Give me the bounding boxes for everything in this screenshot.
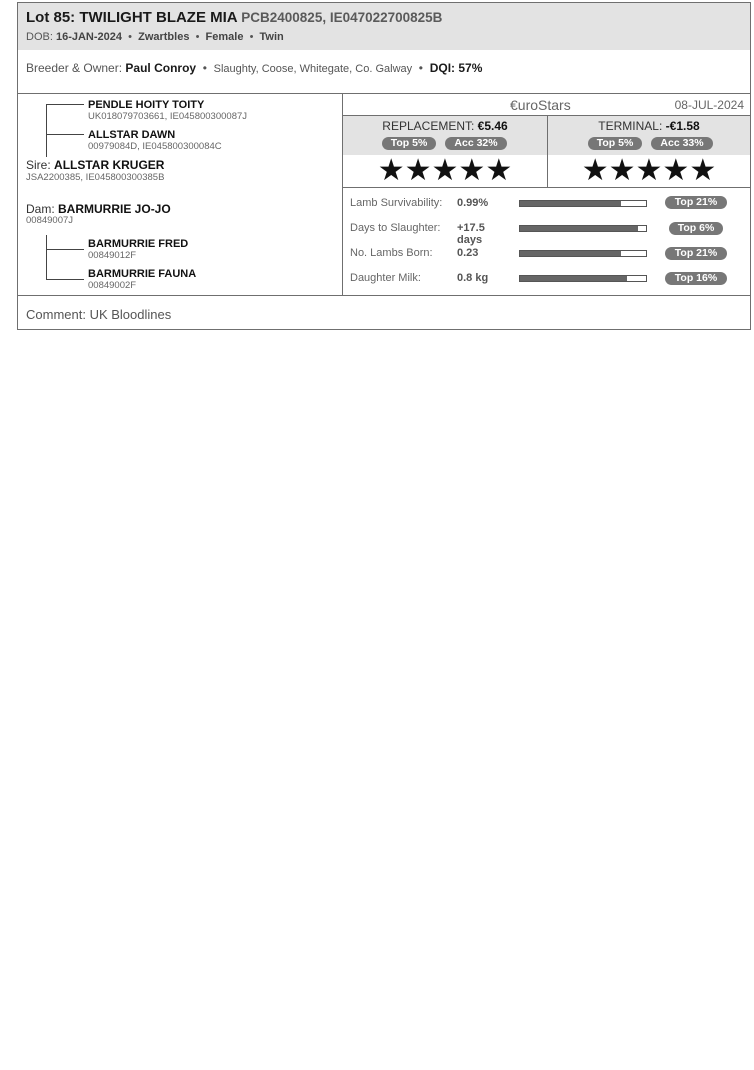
- replacement-index: [343, 116, 547, 155]
- eurostars-logo: €uroStars: [510, 97, 571, 113]
- replacement-stars: ★★★★★: [377, 154, 513, 187]
- replacement-label-line: [343, 119, 547, 133]
- trait-rank-badge: Top 21%: [665, 196, 727, 209]
- breed: Zwartbles: [138, 31, 190, 43]
- trait-bar-fill: [520, 276, 627, 281]
- dam-sire-ids: 00849012F: [88, 250, 137, 261]
- breeder-name: Paul Conroy: [125, 61, 197, 75]
- divider: [342, 187, 750, 188]
- pedigree-line: [46, 104, 84, 105]
- trait-bar-fill: [520, 201, 621, 206]
- pedigree-line: [46, 104, 47, 157]
- divider: [18, 93, 750, 94]
- dam-name: BARMURRIE JO-JO: [58, 202, 171, 216]
- pedigree: [18, 95, 342, 295]
- trait-value: +17.5 days: [457, 222, 485, 246]
- terminal-stars: ★★★★★: [581, 154, 717, 187]
- trait-rank-badge: Top 21%: [665, 247, 727, 260]
- terminal-top-badge: Top 5%: [588, 137, 642, 150]
- trait-bar-fill: [520, 226, 638, 231]
- sire-line: [26, 158, 164, 172]
- trait-value: 0.8 kg: [457, 272, 489, 284]
- trait-value: 0.99%: [457, 197, 489, 209]
- sire-label: Sire:: [26, 158, 51, 172]
- pedigree-line: [46, 134, 84, 135]
- dam-label: Dam:: [26, 202, 55, 216]
- dam-ids: 00849007J: [26, 215, 74, 226]
- terminal-label: TERMINAL:: [598, 119, 663, 133]
- pedigree-line: [46, 249, 84, 250]
- dam-sire-name: BARMURRIE FRED: [88, 238, 189, 250]
- sire-sire-ids: UK018079703661, IE045800300087J: [88, 111, 248, 122]
- divider: [18, 295, 750, 296]
- trait-label: Daughter Milk:: [350, 272, 421, 284]
- trait-rank-badge: Top 16%: [665, 272, 727, 285]
- dam-dam-ids: 00849002F: [88, 280, 137, 291]
- trait-label: No. Lambs Born:: [350, 247, 433, 259]
- sire-dam-ids: 00979084D, IE045800300084C: [88, 141, 222, 152]
- trait-rank-badge: Top 6%: [669, 222, 723, 235]
- pedigree-line: [46, 235, 47, 280]
- trait-value: 0.23: [457, 247, 479, 259]
- sire-dam-name: ALLSTAR DAWN: [88, 129, 176, 141]
- terminal-index: [548, 116, 750, 155]
- terminal-label-line: [548, 119, 750, 133]
- trait-label: Days to Slaughter:: [350, 222, 441, 234]
- lot-header: [18, 3, 750, 50]
- eurostars-date: 08-JUL-2024: [674, 98, 744, 112]
- sire-ids: JSA2200385, IE045800300385B: [26, 172, 165, 183]
- replacement-acc-badge: Acc 32%: [445, 137, 507, 150]
- trait-bar: [519, 275, 647, 282]
- lot-title: [26, 9, 442, 26]
- replacement-label: REPLACEMENT:: [382, 119, 475, 133]
- lot-card: [17, 2, 751, 330]
- dam-line: [26, 202, 171, 216]
- terminal-acc-badge: Acc 33%: [651, 137, 713, 150]
- breeder-label: Breeder & Owner:: [26, 61, 123, 75]
- lot-details: DOB: 16-JAN-2024 • Zwartbles • Female • Twin: [26, 31, 284, 43]
- eurostars-header: [343, 95, 750, 115]
- birth-type: Twin: [259, 31, 284, 43]
- dob-label: DOB:: [26, 31, 53, 43]
- lot-ids: PCB2400825, IE047022700825B: [241, 10, 443, 25]
- trait-bar: [519, 200, 647, 207]
- dqi-value: DQI: 57%: [429, 61, 483, 75]
- breeder-line: Breeder & Owner: Paul Conroy • Slaughty, Coose, Whitegate, Co. Galway • DQI: 57%: [26, 61, 483, 75]
- terminal-value: -€1.58: [665, 119, 700, 133]
- lot-name: Lot 85: TWILIGHT BLAZE MIA: [26, 9, 238, 26]
- trait-bar-fill: [520, 251, 621, 256]
- comment: Comment: UK Bloodlines: [26, 307, 172, 322]
- pedigree-line: [46, 279, 84, 280]
- trait-label: Lamb Survivability:: [350, 197, 443, 209]
- sex: Female: [205, 31, 244, 43]
- dob-value: 16-JAN-2024: [55, 31, 123, 43]
- sire-name: ALLSTAR KRUGER: [54, 158, 165, 172]
- sire-sire-name: PENDLE HOITY TOITY: [88, 99, 205, 111]
- trait-bar: [519, 225, 647, 232]
- replacement-top-badge: Top 5%: [382, 137, 436, 150]
- replacement-value: €5.46: [477, 119, 508, 133]
- dam-dam-name: BARMURRIE FAUNA: [88, 268, 197, 280]
- trait-bar: [519, 250, 647, 257]
- breeder-address: Slaughty, Coose, Whitegate, Co. Galway: [213, 63, 413, 75]
